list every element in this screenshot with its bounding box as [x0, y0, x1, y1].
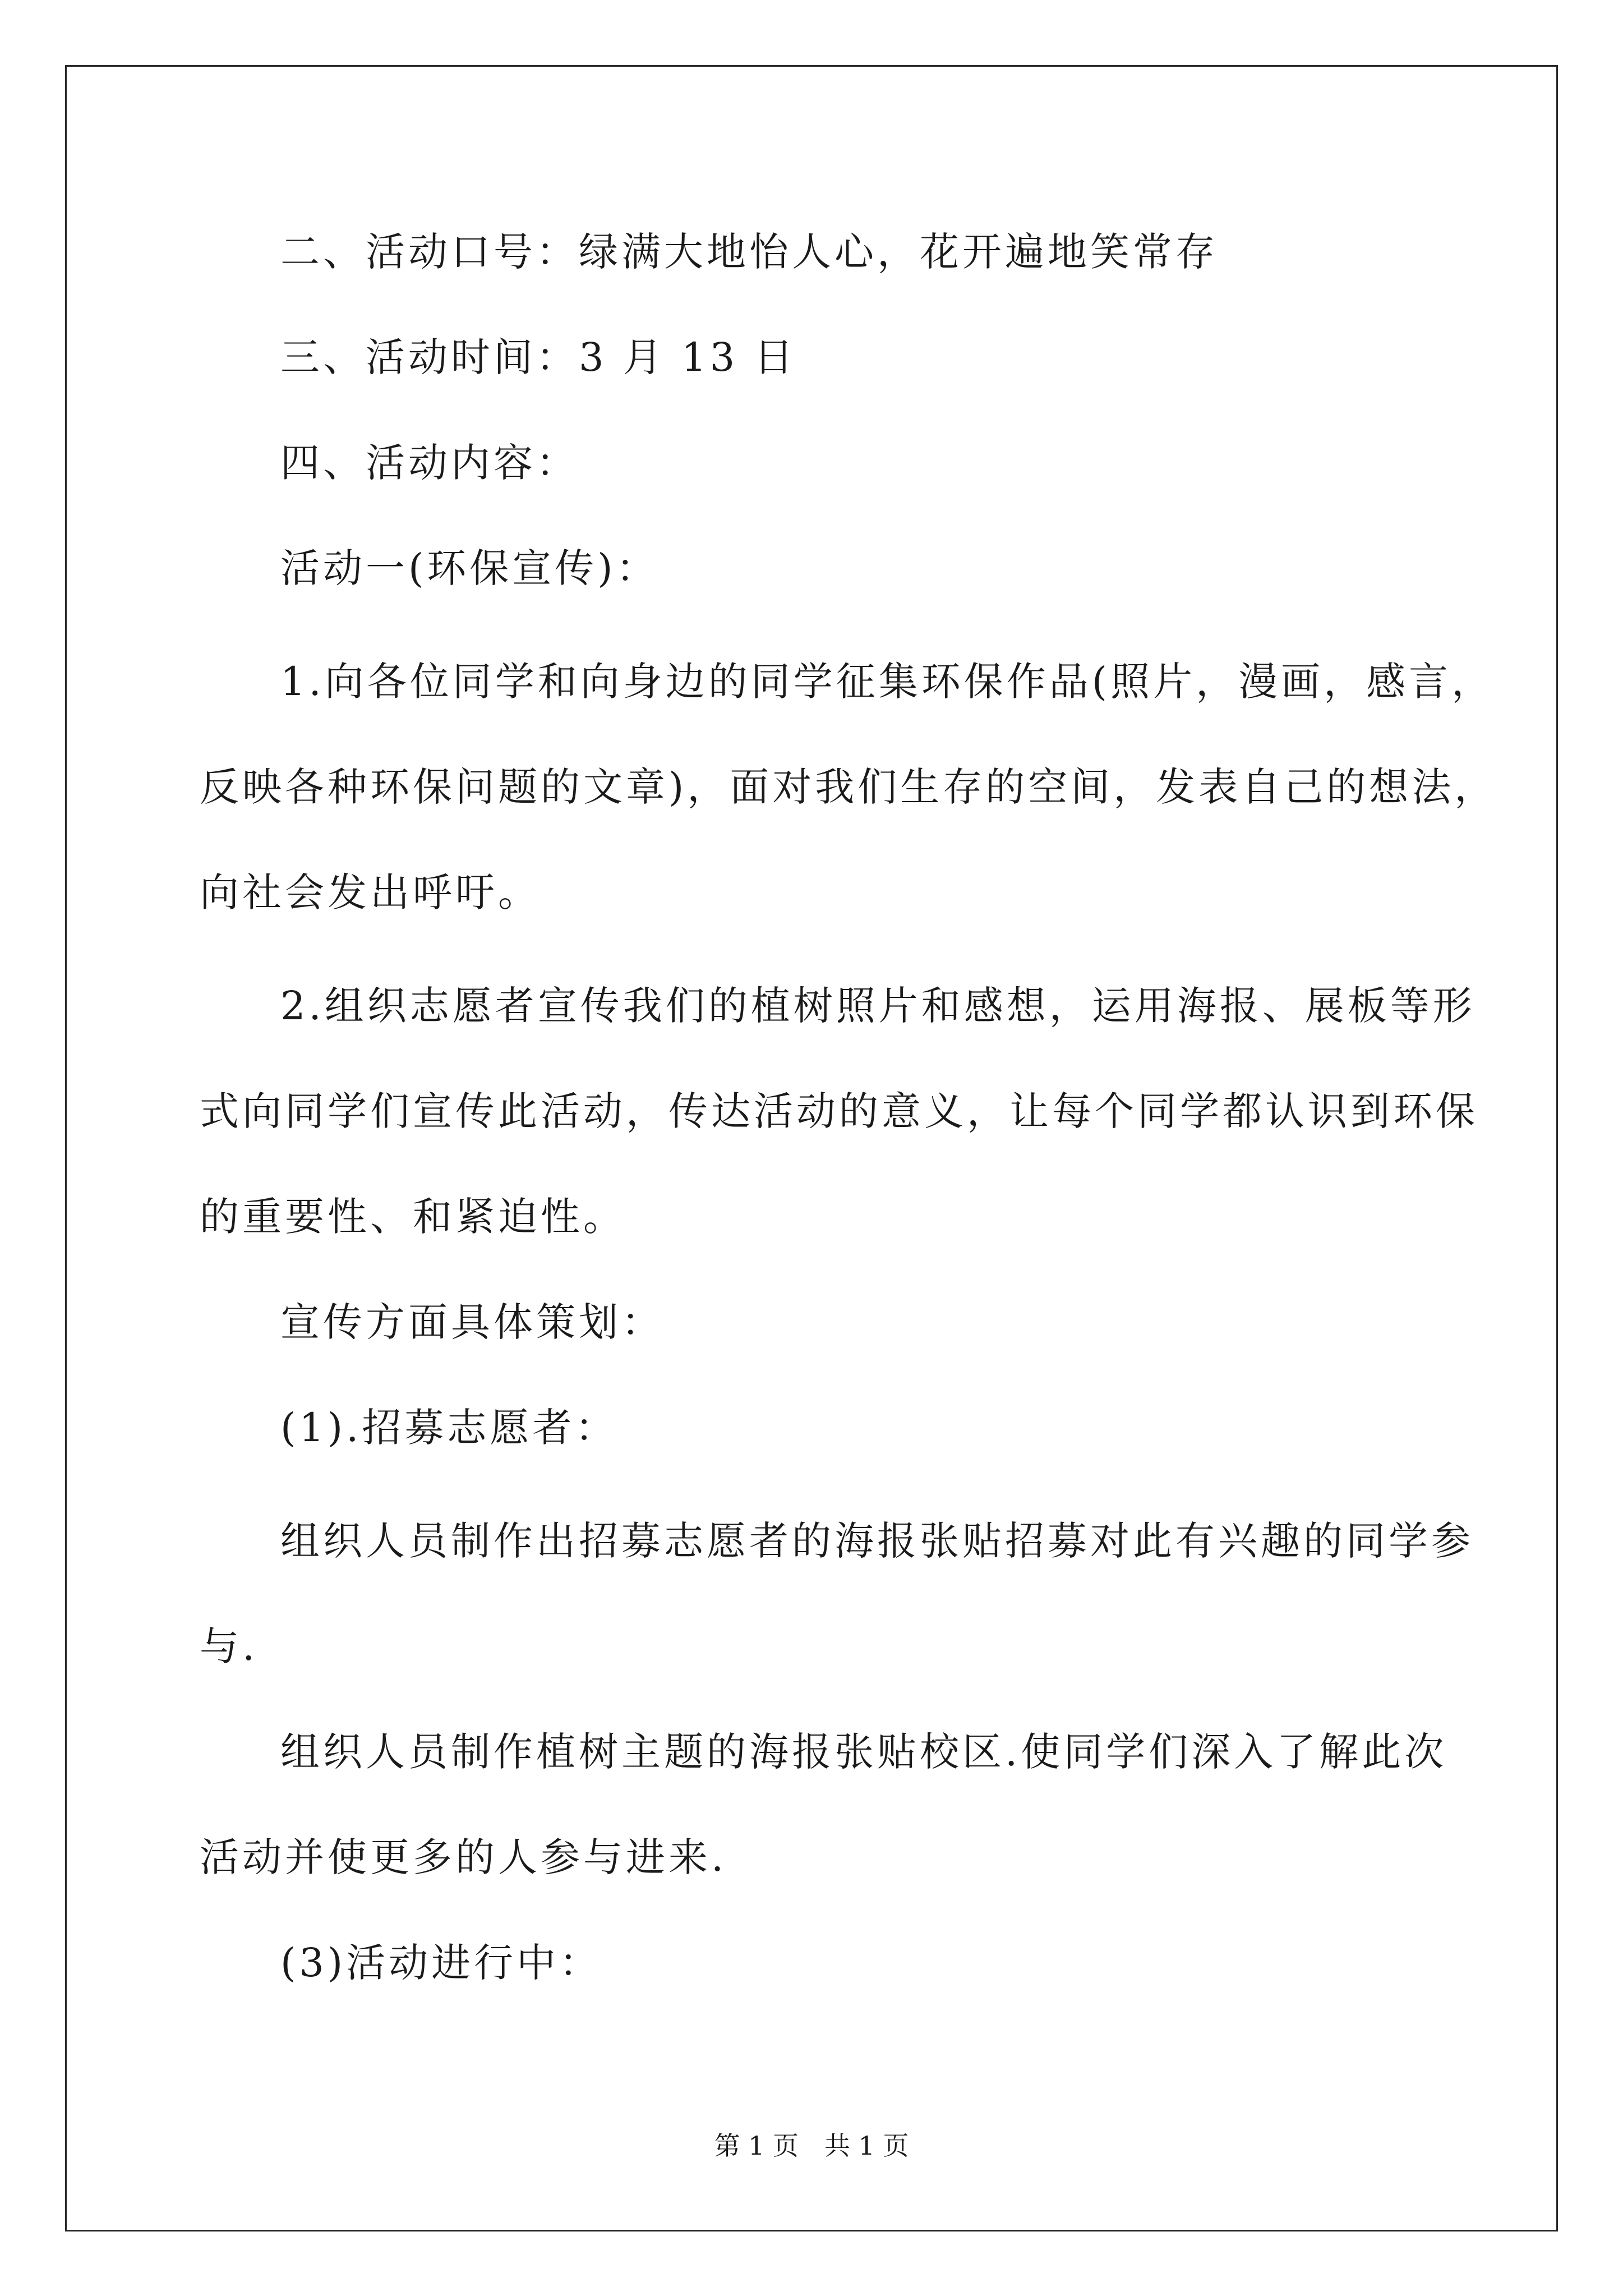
text-line-item1-a: 1.向各位同学和向身边的同学征集环保作品(照片，漫画，感言， [280, 659, 1495, 705]
text-line-slogan: 二、活动口号：绿满大地怡人心，花开遍地笑常存 [280, 229, 1218, 275]
text-line-activity-one: 活动一(环保宣传)： [280, 545, 659, 591]
text-line-recruit-a: 组织人员制作出招募志愿者的海报张贴招募对此有兴趣的同学参 [280, 1518, 1474, 1564]
text-line-item2-a: 2.组织志愿者宣传我们的植树照片和感想，运用海报、展板等形 [280, 983, 1476, 1029]
text-line-in-progress: (3)活动进行中： [280, 1940, 602, 1986]
text-line-plan-heading: 宣传方面具体策划： [280, 1299, 664, 1345]
text-line-time: 三、活动时间：3 月 13 日 [280, 334, 797, 380]
text-line-poster-b: 活动并使更多的人参与进来. [200, 1834, 727, 1880]
page-border [65, 65, 1558, 2231]
text-line-item1-c: 向社会发出呼吁。 [200, 869, 541, 915]
text-line-content-heading: 四、活动内容： [280, 440, 579, 486]
text-line-item2-b: 式向同学们宣传此活动，传达活动的意义，让每个同学都认识到环保 [200, 1088, 1478, 1134]
text-line-poster-a: 组织人员制作植树主题的海报张贴校区.使同学们深入了解此次 [280, 1729, 1447, 1775]
text-line-item1-b: 反映各种环保问题的文章)，面对我们生存的空间，发表自己的想法， [200, 764, 1497, 810]
text-line-recruit-heading: (1).招募志愿者： [280, 1405, 618, 1451]
text-line-item2-c: 的重要性、和紧迫性。 [200, 1194, 626, 1240]
page-footer: 第 1 页 共 1 页 [714, 2131, 909, 2161]
text-line-recruit-b: 与. [200, 1623, 259, 1669]
